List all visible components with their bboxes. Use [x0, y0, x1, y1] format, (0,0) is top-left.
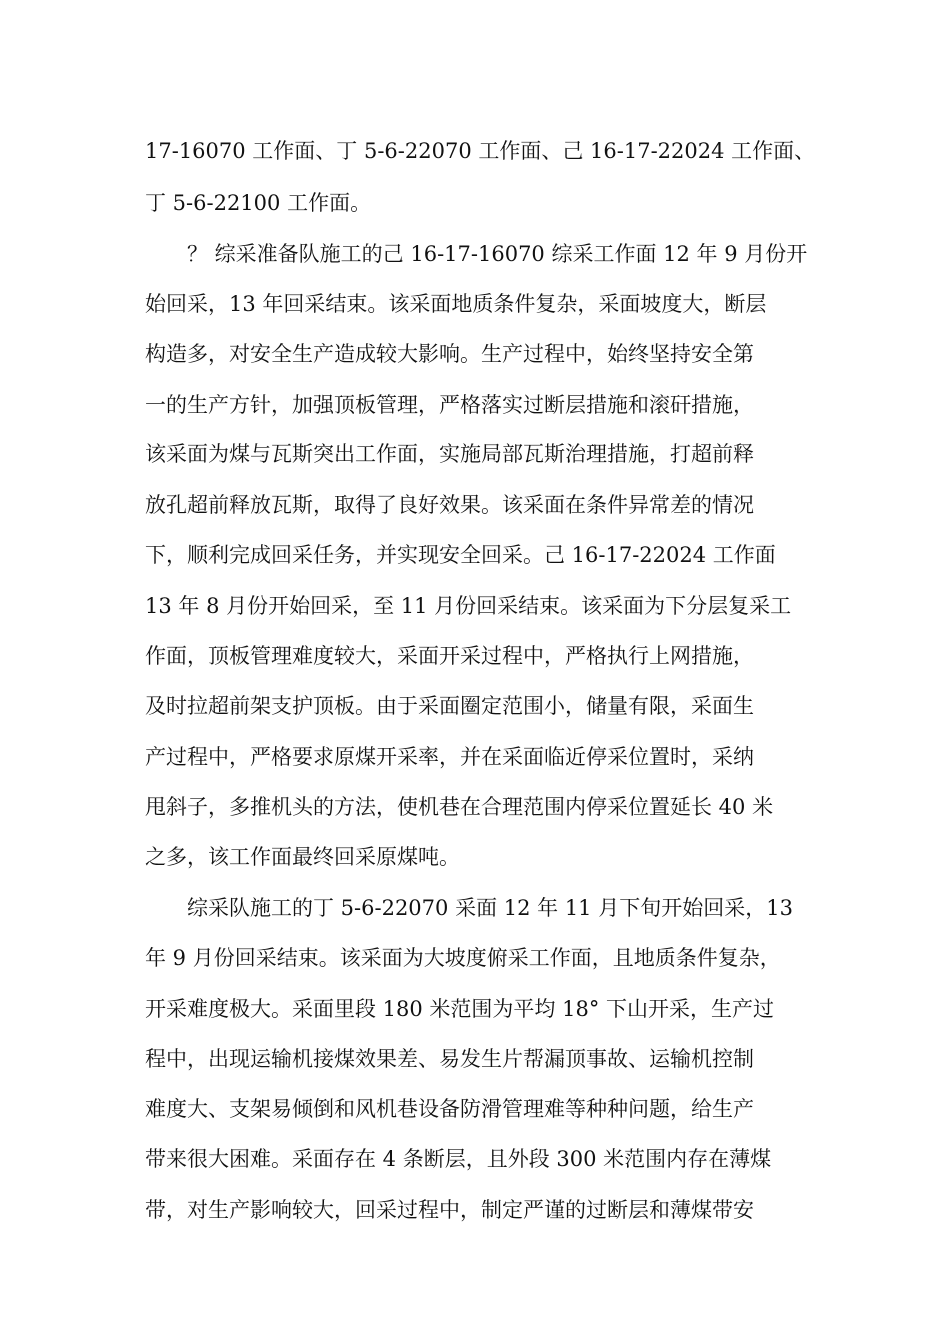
text-line: 甩斜子，多推机头的方法，使机巷在合理范围内停采位置延长 40 米	[145, 795, 774, 819]
text-line: 带来很大困难。采面存在 4 条断层，且外段 300 米范围内存在薄煤	[145, 1147, 772, 1171]
text-line: 作面，顶板管理难度较大，采面开采过程中，严格执行上网措施，	[145, 644, 754, 668]
text-line: 始回采，13 年回采结束。该采面地质条件复杂，采面坡度大，断层	[145, 292, 767, 316]
text-line: 下，顺利完成回采任务，并实现安全回采。己 16-17-22024 工作面	[145, 543, 776, 567]
text-line: 丁 5-6-22100 工作面。	[145, 191, 372, 215]
text-line: 之多，该工作面最终回采原煤吨。	[145, 845, 460, 869]
text-line: 13 年 8 月份开始回采，至 11 月份回采结束。该采面为下分层复采工	[145, 594, 792, 618]
text-line: 及时拉超前架支护顶板。由于采面圈定范围小，储量有限，采面生	[145, 694, 754, 718]
text-line: 带，对生产影响较大，回采过程中，制定严谨的过断层和薄煤带安	[145, 1198, 754, 1222]
text-line: 放孔超前释放瓦斯，取得了良好效果。该采面在条件异常差的情况	[145, 493, 754, 517]
text-line: 难度大、支架易倾倒和风机巷设备防滑管理难等种种问题，给生产	[145, 1097, 754, 1121]
text-line: 开采难度极大。采面里段 180 米范围为平均 18° 下山开采，生产过	[145, 997, 775, 1021]
text-line: 年 9 月份回采结束。该采面为大坡度俯采工作面，且地质条件复杂，	[145, 946, 781, 970]
text-line: 程中，出现运输机接煤效果差、易发生片帮漏顶事故、运输机控制	[145, 1047, 754, 1071]
text-line: 一的生产方针，加强顶板管理，严格落实过断层措施和滚矸措施，	[145, 393, 754, 417]
text-line: 该采面为煤与瓦斯突出工作面，实施局部瓦斯治理措施，打超前释	[145, 442, 754, 466]
paragraph-start-line: ？ 综采准备队施工的己 16-17-16070 综采工作面 12 年 9 月份开	[187, 242, 808, 266]
paragraph-start-line: 综采队施工的丁 5-6-22070 采面 12 年 11 月下旬开始回采，13	[187, 896, 793, 920]
text-line: 产过程中，严格要求原煤开采率，并在采面临近停采位置时，采纳	[145, 745, 754, 769]
text-line: 17-16070 工作面、丁 5-6-22070 工作面、己 16-17-22024 工作面、	[145, 139, 816, 163]
text-line: 构造多，对安全生产造成较大影响。生产过程中，始终坚持安全第	[145, 342, 754, 366]
